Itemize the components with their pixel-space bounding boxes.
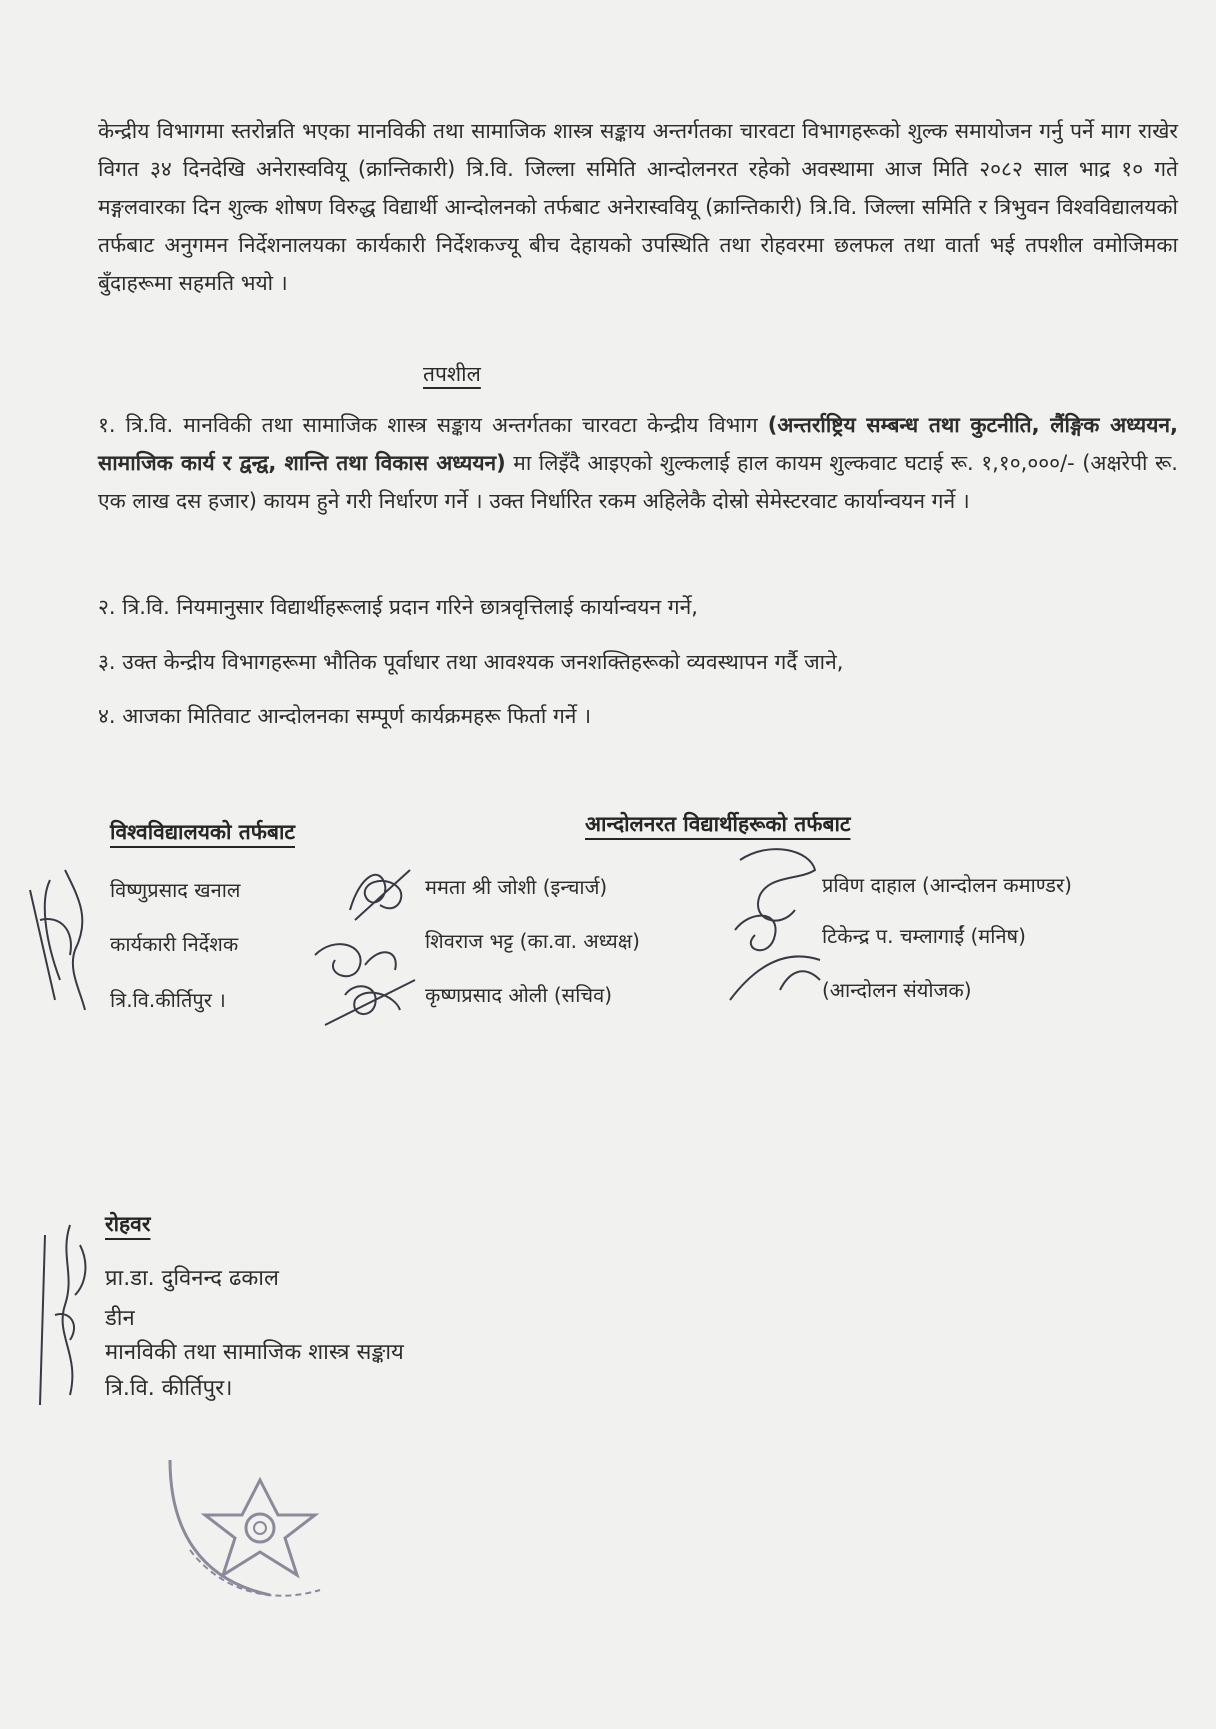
- details-heading: तपशील: [423, 362, 481, 386]
- witness-heading: रोहवर: [105, 1212, 151, 1236]
- student-signatory-5-role: (आन्दोलन संयोजक): [822, 978, 972, 1002]
- point-1-rest: मा लिइँदै आइएको शुल्कलाई हाल कायम शुल्कवाट घटाई रू. १,१०,०००/- (अक्षरेपी रू. एक लाख दस हजार) कायम हुने गरी निर्धारण गर्ने । उक्त निर्धारित रकम अहिलेकै दोस्रो सेमेस्टरवाट कार्यान्वयन गर्ने ।: [98, 451, 1178, 513]
- student-signatory-5: टिकेन्द्र प. चम्लागाईं (मनिष): [822, 924, 1026, 948]
- student-signatory-4: प्रविण दाहाल (आन्दोलन कमाण्डर): [822, 873, 1072, 897]
- point-1: [98, 406, 1178, 520]
- point-1-departments: (अन्तर्राष्ट्रिय सम्बन्ध तथा कुटनीति, लैंङ्गिक अध्ययन, सामाजिक कार्य र द्वन्द्व, शान्ति तथा विकास अध्ययन): [98, 413, 1179, 475]
- signature-mamata: [340, 855, 420, 925]
- university-side-heading: विश्वविद्यालयको तर्फबाट: [110, 820, 295, 844]
- point-1-lead: १. त्रि.वि. मानविकी तथा सामाजिक शास्त्र सङ्काय अन्तर्गतका चारवटा केन्द्रीय विभाग: [98, 413, 768, 437]
- point-2: २. त्रि.वि. नियमानुसार विद्यार्थीहरूलाई प्रदान गरिने छात्रवृत्तिलाई कार्यान्वयन गर्ने,: [98, 595, 698, 619]
- student-signatory-1: ममता श्री जोशी (इन्चार्ज): [425, 875, 608, 899]
- student-signatory-3: कृष्णप्रसाद ओली (सचिव): [425, 983, 613, 1007]
- univ-signatory-place: त्रि.वि.कीर्तिपुर ।: [110, 988, 226, 1012]
- signature-univ: [20, 860, 110, 1020]
- witness-title: डीन: [105, 1306, 135, 1331]
- student-side-heading: आन्दोलनरत विद्यार्थीहरूको तर्फबाट: [585, 812, 851, 836]
- point-3: ३. उक्त केन्द्रीय विभागहरूमा भौतिक पूर्वाधार तथा आवश्यक जनशक्तिहरूको व्यवस्थापन गर्दै जाने,: [98, 650, 844, 674]
- point-4: ४. आजका मितिवाट आन्दोलनका सम्पूर्ण कार्यक्रमहरू फिर्ता गर्ने ।: [98, 704, 592, 728]
- signature-prabin-tikendra: [720, 840, 830, 1010]
- univ-signatory-name: विष्णुप्रसाद खनाल: [110, 878, 241, 902]
- witness-name: प्रा.डा. दुविनन्द ढकाल: [105, 1266, 279, 1291]
- witness-place: त्रि.वि. कीर्तिपुर।: [105, 1376, 233, 1401]
- student-signatory-2: शिवराज भट्ट (का.वा. अध्यक्ष): [425, 929, 640, 953]
- signature-shivaraj-krishna: [305, 925, 425, 1035]
- signature-witness: [25, 1215, 100, 1415]
- official-seal: [150, 1440, 350, 1610]
- witness-faculty: मानविकी तथा सामाजिक शास्त्र सङ्काय: [105, 1340, 404, 1365]
- intro-paragraph: केन्द्रीय विभागमा स्तरोन्नति भएका मानविकी तथा सामाजिक शास्त्र सङ्काय अन्तर्गतका चारवटा विभागहरूको शुल्क समायोजन गर्नु पर्ने माग राखेर विगत ३४ दिनदेखि अनेरास्ववियू (क्रान्तिकारी) त्रि.वि. जिल्ला समिति आन्दोलनरत रहेको अवस्थामा आज मिति २०८२ साल भाद्र १० गते मङ्गलवारका दिन शुल्क शोषण विरुद्ध विद्यार्थी आन्दोलनको तर्फबाट अनेरास्ववियू (क्रान्तिकारी) त्रि.वि. जिल्ला समिति र त्रिभुवन विश्वविद्यालयको तर्फबाट अनुगमन निर्देशनालयका कार्यकारी निर्देशकज्यू बीच देहायको उपस्थिति तथा रोहवरमा छलफल तथा वार्ता भई तपशील वमोजिमका बुँदाहरूमा सहमति भयो ।: [98, 119, 1179, 295]
- univ-signatory-title: कार्यकारी निर्देशक: [110, 932, 239, 956]
